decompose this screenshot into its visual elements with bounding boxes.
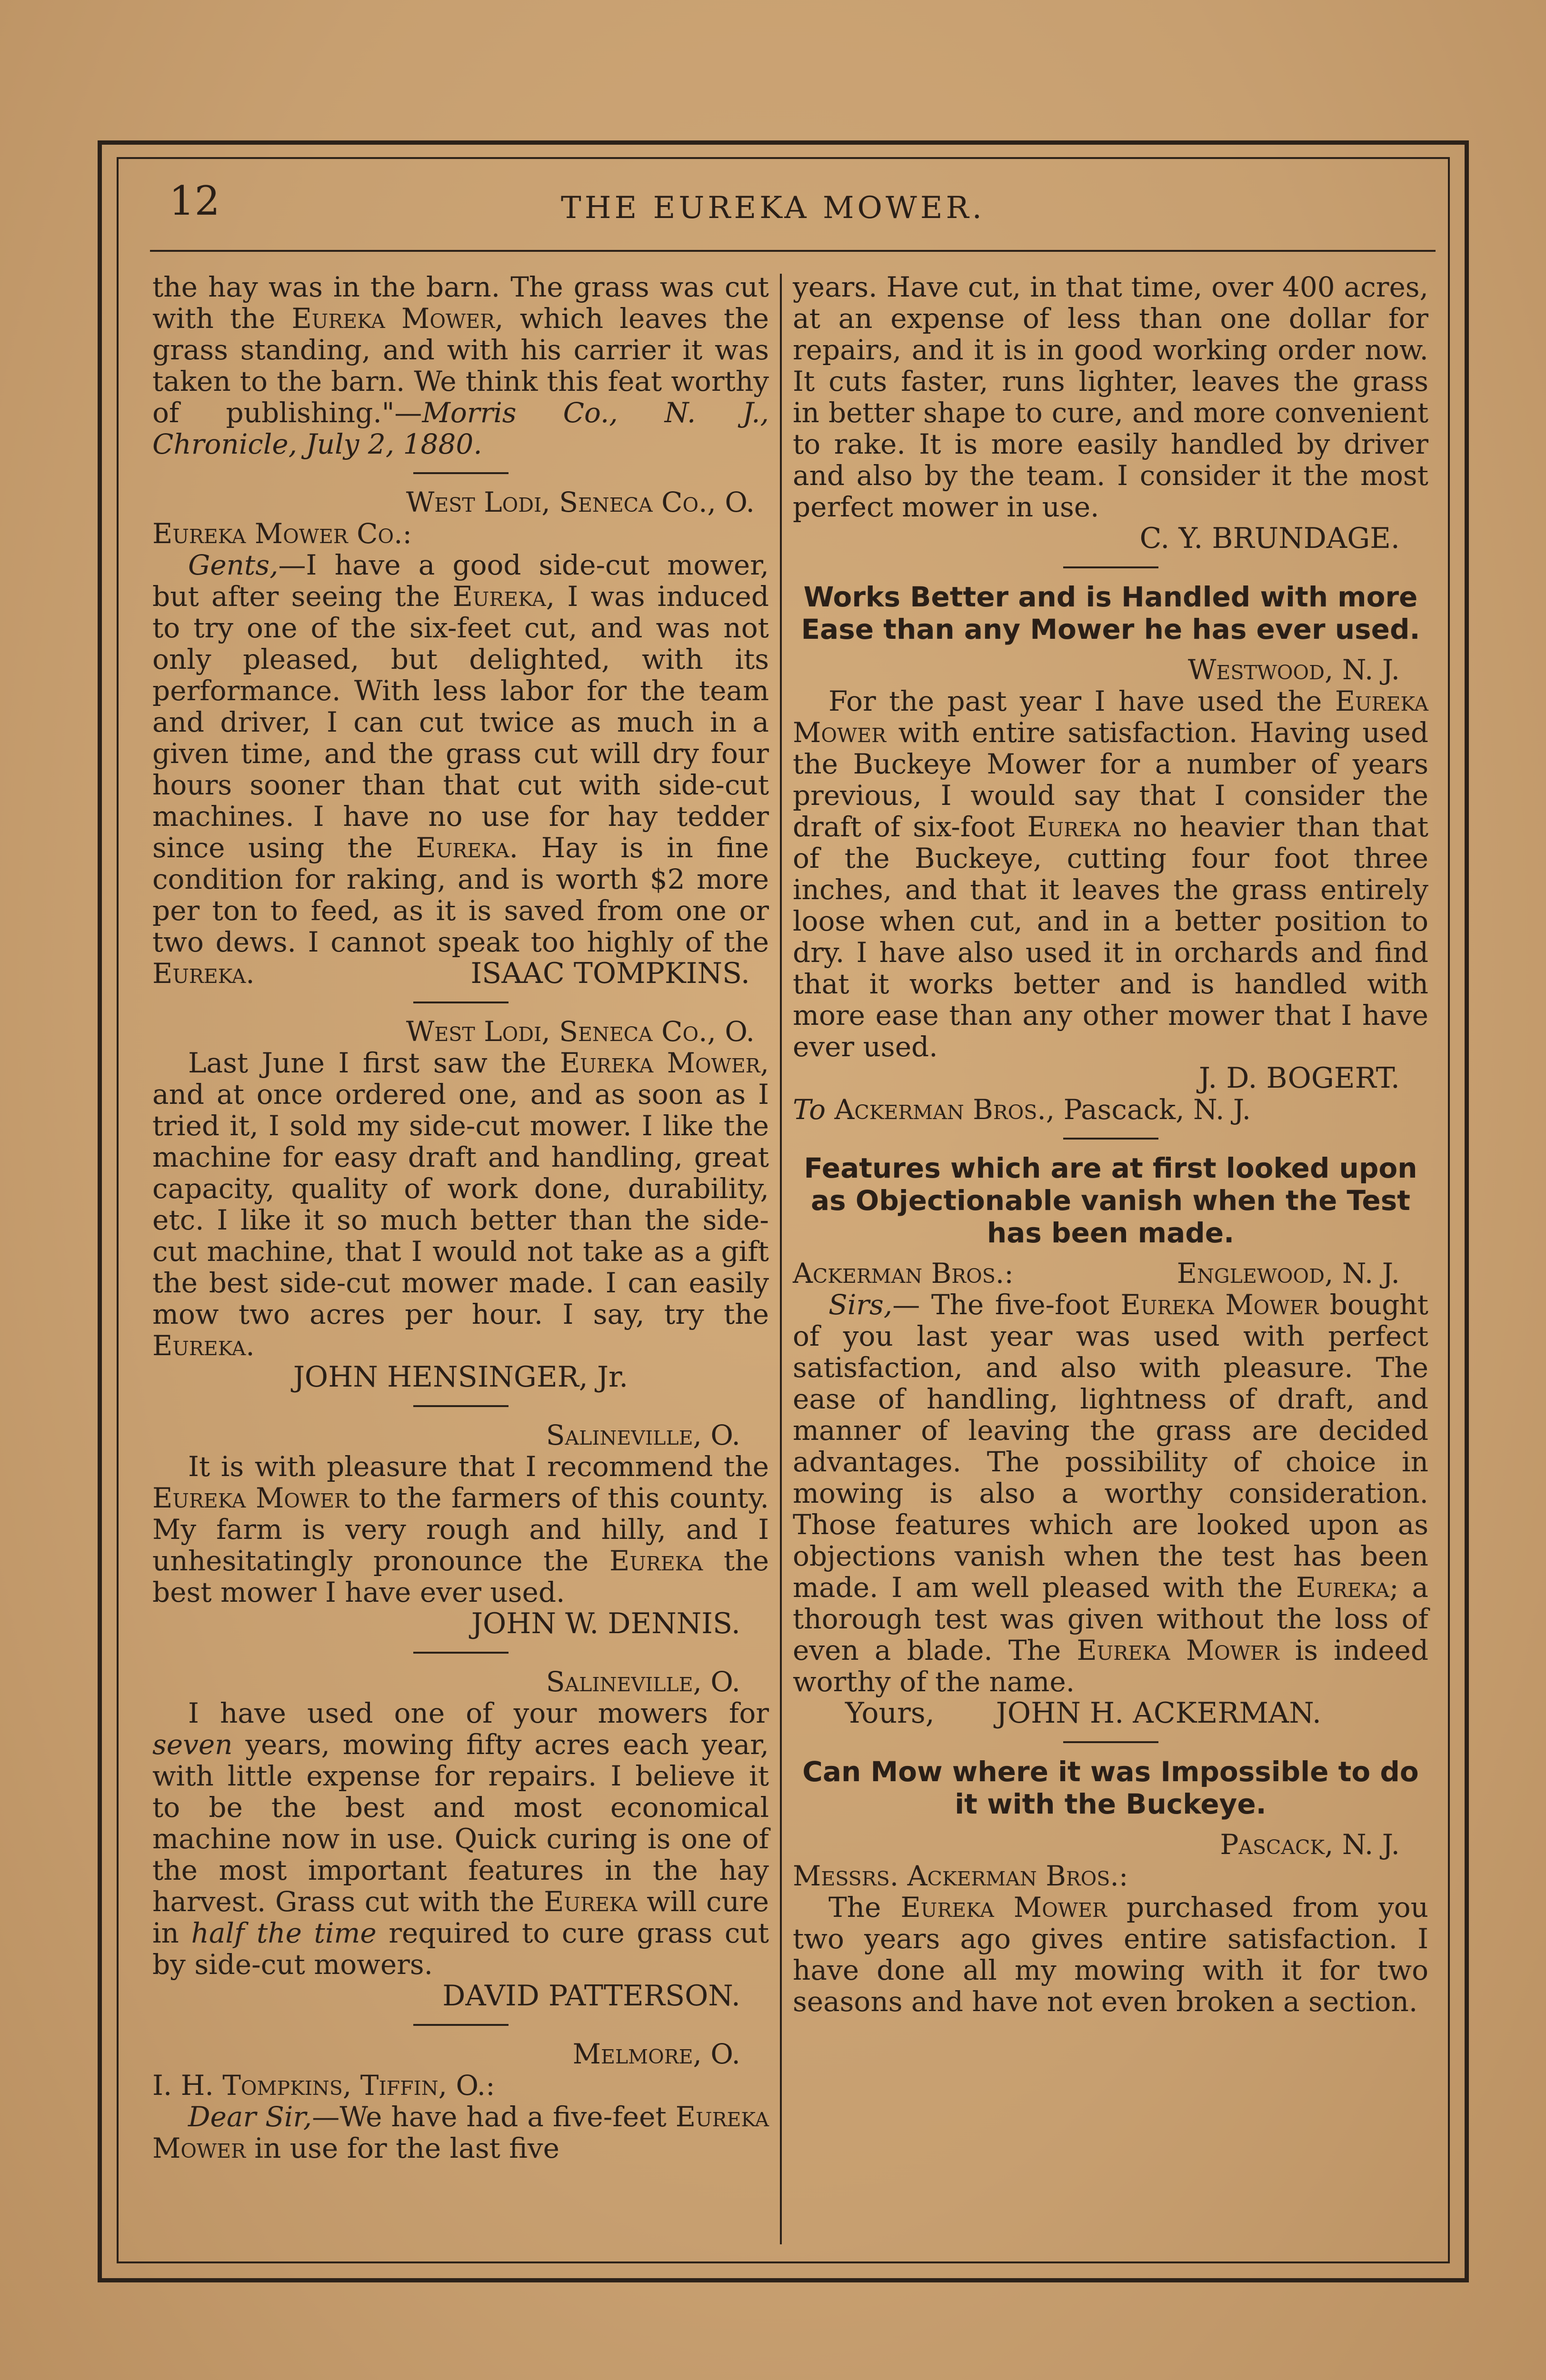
separator — [413, 472, 509, 474]
text-run: It is with pleasure that I recommend the — [188, 1450, 769, 1483]
text-run: Eureka Mower — [1120, 1289, 1319, 1321]
text-run: seven — [152, 1728, 233, 1761]
letter-brundage-body — [152, 2101, 769, 2164]
separator — [1063, 566, 1158, 568]
letter-place: Westwood, N. J. — [1187, 654, 1400, 686]
text-run: bought of you last year was used with perfect satisfaction, and also with pleasure. The ease of handling, lightness of draft, and manner of leaving the grass are decided advantages. The possibility of choice in mowing is also a worthy consideration. Those features which are looked upon as objections vanish when the test has been made. I am well pleased with the — [793, 1289, 1428, 1604]
text-run: . — [246, 1329, 255, 1362]
text-run — [826, 1093, 834, 1126]
letter-place: Salineville, O. — [546, 1666, 740, 1698]
text-run: Eureka — [544, 1885, 638, 1918]
text-run: Eureka Mower — [793, 685, 1428, 749]
text-run: . — [246, 957, 255, 990]
letter-signature: C. Y. BRUNDAGE. — [1139, 522, 1400, 555]
letter-addressee: I. H. Tompkins, Tiffin, O.: — [152, 2069, 495, 2102]
letter-signature: ISAAC TOMPKINS. — [470, 957, 750, 990]
letter-bogert-body — [793, 685, 1428, 1062]
text-run: Eureka Mower — [1077, 1634, 1279, 1666]
left-column — [152, 271, 769, 2164]
separator — [1063, 1741, 1158, 1743]
letter-addressee: Eureka Mower Co.: — [152, 517, 412, 550]
text-run: —We have had a five-feet — [312, 2101, 676, 2133]
letter-recipient — [793, 1094, 1428, 1125]
text-run: Dear Sir, — [188, 2101, 312, 2133]
text-run: Eureka — [1027, 811, 1121, 843]
header-rule — [150, 250, 1436, 252]
letter-place: West Lodi, Seneca Co., O. — [406, 486, 755, 518]
text-run: To — [793, 1093, 826, 1126]
text-run: , I was induced to try one of the six-feet cut, and was not only pleased, but delighted, with its performance. With less labor for the team and driver, I can cut twice as much in a given time, and the grass cut will dry four hours sooner than that cut with side-cut machines. I have no use for hay tedder since using the — [152, 580, 769, 864]
letter-morris-chronicle — [152, 271, 769, 460]
text-run: with entire satisfaction. Having used the Buckeye Mower for a number of years previous, I would say that I consider the draft of six-foot — [793, 716, 1428, 843]
letter-place: Salineville, O. — [546, 1419, 740, 1451]
text-run: the hay was in the barn. The grass was cut with the — [152, 271, 769, 335]
text-run: , which leaves the grass standing, and with his carrier it was taken to the barn. We think this feat worthy of publishing."— — [152, 302, 769, 429]
text-run: Gents, — [188, 549, 279, 581]
letter-signature: J. D. BOGERT. — [1198, 1061, 1400, 1095]
text-run: —I have a good side-cut mower, but after seeing the — [152, 549, 769, 613]
separator — [413, 1002, 509, 1003]
section-heading: Features which are at first looked upon as Objectionable vanish when the Test has been made. — [804, 1152, 1417, 1249]
letter-patterson-body — [152, 1697, 769, 1980]
letter-addressee: Ackerman Bros.: — [793, 1257, 1014, 1289]
text-run: no heavier than that of the Buckeye, cutting four foot three inches, and that it leaves the grass entirely loose when cut, and in a better position to dry. I have also used it in orchards and find that it works better and is handled with more ease than any other mower that I have ever used. — [793, 811, 1428, 1063]
letter-place: Melmore, O. — [572, 2038, 740, 2070]
right-column — [793, 271, 1428, 2017]
section-heading: Works Better and is Handled with more Ease than any Mower he has ever used. — [801, 581, 1420, 645]
text-run: Eureka — [416, 832, 509, 864]
text-run: Eureka — [152, 1329, 246, 1362]
text-run: in use for the last five — [245, 2132, 559, 2164]
text-run: the best mower I have ever used. — [152, 1545, 769, 1608]
separator — [413, 2024, 509, 2026]
text-run: years, mowing fifty acres each year, with little expense for repairs. I believe it to be the best and most economical machine now in use. Quick curing is one of the most important features in the hay harvest. Grass cut with the — [152, 1728, 769, 1918]
text-run: half the time — [191, 1917, 377, 1949]
text-run: Eureka — [1296, 1571, 1390, 1604]
letter-address-line — [793, 1258, 1428, 1289]
page-number: 12 — [169, 178, 220, 224]
letter-signature: DAVID PATTERSON. — [442, 1979, 740, 2013]
text-run: — The five-foot — [892, 1289, 1121, 1321]
text-run: , Pascack, N. J. — [1046, 1093, 1251, 1126]
text-run: Morris Co., N. J., Chronicle, July 2, 1880. — [152, 397, 769, 460]
letter-tompkins-body — [152, 549, 769, 989]
text-run: Eureka Mower — [291, 302, 495, 335]
letter-place: West Lodi, Seneca Co., O. — [406, 1015, 755, 1048]
text-run: For the past year I have used the — [828, 685, 1335, 717]
text-run: Eureka — [452, 580, 546, 613]
text-run: Eureka Mower — [900, 1891, 1107, 1924]
letter-signature: JOHN H. ACKERMAN. — [996, 1696, 1321, 1730]
text-run: Eureka Mower — [559, 1047, 760, 1079]
column-rule — [780, 274, 782, 2244]
section-heading: Can Mow where it was Impossible to do it with the Buckeye. — [802, 1755, 1419, 1820]
text-run: , and at once ordered one, and as soon as I tried it, I sold my side-cut mower. I like the machine for easy draft and handling, great capacity, quality of work done, durability, etc. I like it so much better than the side-cut machine, that I would not take as a gift the best side-cut mower made. I can easily mow two acres per hour. I say, try the — [152, 1047, 769, 1330]
letter-place: Englewood, N. J. — [1177, 1257, 1400, 1289]
letter-closing: Yours, — [845, 1696, 935, 1730]
letter-place: Pascack, N. J. — [1220, 1828, 1400, 1861]
text-run: Eureka — [152, 957, 246, 990]
text-run: I have used one of your mowers for — [188, 1697, 769, 1729]
separator — [413, 1652, 509, 1654]
separator — [413, 1405, 509, 1407]
text-run: required to cure grass cut by side-cut mowers. — [152, 1917, 769, 1981]
letter-signature: JOHN W. DENNIS. — [471, 1607, 740, 1640]
letter-signature: JOHN HENSINGER, Jr. — [293, 1360, 628, 1394]
text-run: Eureka Mower — [152, 2101, 769, 2164]
text-run: to the farmers of this county. My farm is very rough and hilly, and I unhesitatingly pronounce the — [152, 1482, 769, 1577]
running-head: THE EUREKA MOWER. — [561, 190, 985, 226]
letter-addressee: Messrs. Ackerman Bros.: — [793, 1860, 1128, 1892]
text-run: Last June I first saw the — [188, 1047, 560, 1079]
letter-closing-line — [793, 1697, 1428, 1729]
text-run: is indeed worthy of the name. — [793, 1634, 1428, 1698]
text-run: Sirs, — [828, 1289, 893, 1321]
letter-dennis-body — [152, 1451, 769, 1608]
text-run: will cure in — [152, 1885, 769, 1949]
text-run: Eureka — [609, 1545, 703, 1577]
letter-brundage-continued — [793, 271, 1428, 523]
text-run: years. Have cut, in that time, over 400 acres, at an expense of less than one dollar for repairs, and it is in good working order now. It cuts faster, runs lighter, leaves the grass in better shape to cure, and more convenient to rake. It is more easily handled by driver and also by the team. I consider it the most perfect mower in use. — [793, 271, 1428, 523]
text-run: Ackerman Bros. — [834, 1093, 1046, 1126]
text-run: purchased from you two years ago gives entire satisfaction. I have done all my mowing with it for two seasons and have not even broken a section. — [793, 1891, 1428, 2018]
text-run: The — [828, 1891, 901, 1924]
text-run: . Hay is in fine condition for raking, and is worth $2 more per ton to feed, as it is saved from one or two dews. I cannot speak too highly of the — [152, 832, 769, 958]
letter-hensinger-body — [152, 1047, 769, 1361]
separator — [1063, 1138, 1158, 1140]
text-run: Eureka Mower — [152, 1482, 349, 1514]
letter-ackerman-body — [793, 1289, 1428, 1697]
letter-pascack-body — [793, 1892, 1428, 2017]
text-run: ; a thorough test was given without the loss of even a blade. The — [793, 1571, 1428, 1666]
